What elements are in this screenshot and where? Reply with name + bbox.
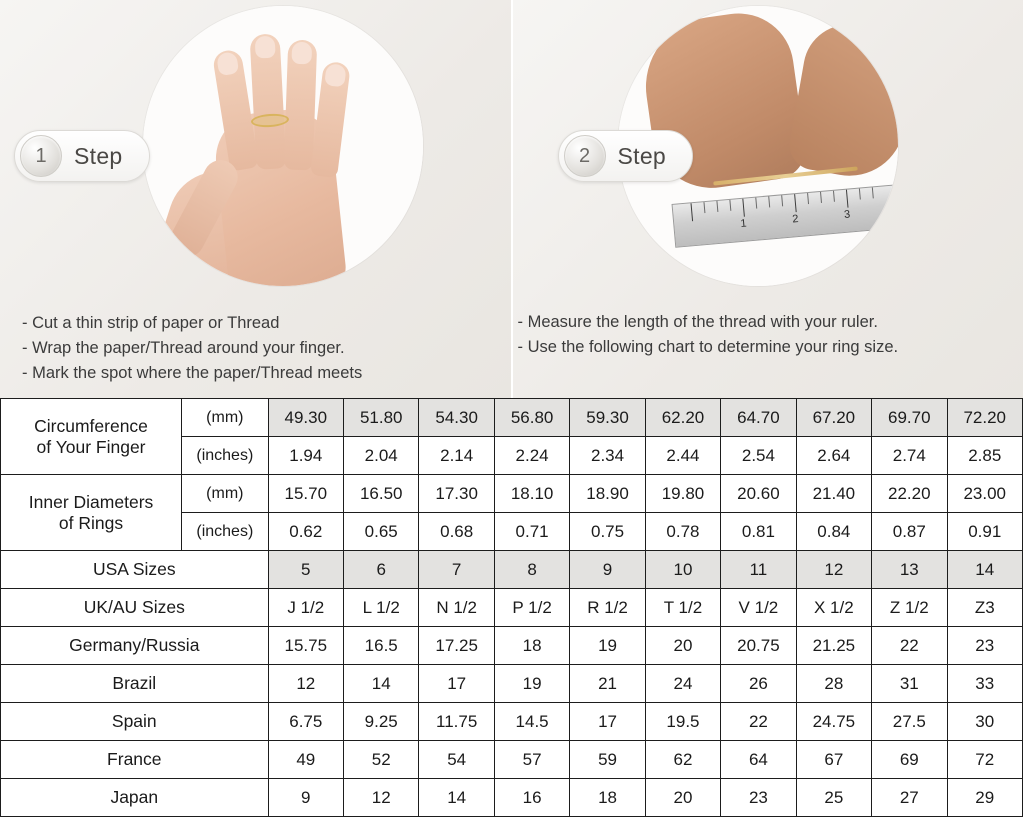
cell: 18.90 (570, 475, 645, 513)
row-label-line: of Rings (58, 512, 124, 533)
row-label-france: France (1, 741, 269, 779)
cell: 16 (494, 779, 569, 817)
cell: 67.20 (796, 399, 871, 437)
cell: 2.14 (419, 437, 494, 475)
hand-shape (785, 18, 897, 185)
cell: 2.34 (570, 437, 645, 475)
row-label-inner-diameter (1, 475, 182, 551)
table-row (1, 665, 1023, 703)
cell: 12 (796, 551, 871, 589)
row-label-line: Circumference (34, 415, 148, 436)
cell: 20.60 (721, 475, 796, 513)
ruler-mark: 3 (843, 208, 851, 221)
cell: 26 (721, 665, 796, 703)
cell: 20 (645, 627, 720, 665)
cell: T 1/2 (645, 589, 720, 627)
cell: 0.81 (721, 513, 796, 551)
cell: 21 (570, 665, 645, 703)
cell: 9 (268, 779, 343, 817)
cell: 19.80 (645, 475, 720, 513)
cell: 69 (872, 741, 947, 779)
cell: 25 (796, 779, 871, 817)
cell: 21.40 (796, 475, 871, 513)
unit-inches: (inches) (182, 513, 269, 551)
cell: 23 (721, 779, 796, 817)
cell: 2.04 (344, 437, 419, 475)
cell: 17 (419, 665, 494, 703)
cell: 24.75 (796, 703, 871, 741)
cell: 19.5 (645, 703, 720, 741)
cell: 14 (419, 779, 494, 817)
cell: 0.84 (796, 513, 871, 551)
ruler-shape (671, 184, 897, 248)
cell: 0.71 (494, 513, 569, 551)
cell: 0.68 (419, 513, 494, 551)
cell: 23.00 (947, 475, 1023, 513)
instruction-line: - Mark the spot where the paper/Thread meets (22, 364, 363, 382)
row-label-brazil: Brazil (1, 665, 269, 703)
cell: 12 (344, 779, 419, 817)
cell: 0.91 (947, 513, 1023, 551)
cell: 52 (344, 741, 419, 779)
cell: 62 (645, 741, 720, 779)
finger-shape (249, 33, 286, 169)
unit-mm: (mm) (182, 399, 269, 437)
cell: 64 (721, 741, 796, 779)
cell: 19 (494, 665, 569, 703)
row-label-japan: Japan (1, 779, 269, 817)
steps-section (0, 0, 1023, 398)
cell: 57 (494, 741, 569, 779)
cell: 72.20 (947, 399, 1023, 437)
cell: 19 (570, 627, 645, 665)
cell: 54.30 (419, 399, 494, 437)
cell: 2.74 (872, 437, 947, 475)
cell: 16.5 (344, 627, 419, 665)
cell: 8 (494, 551, 569, 589)
instruction-line: - Cut a thin strip of paper or Thread (22, 314, 280, 332)
cell: N 1/2 (419, 589, 494, 627)
cell: 16.50 (344, 475, 419, 513)
cell: Z 1/2 (872, 589, 947, 627)
cell: 33 (947, 665, 1023, 703)
cell: 14 (947, 551, 1023, 589)
cell: 17.25 (419, 627, 494, 665)
step-badge-1 (14, 130, 150, 182)
cell: 2.44 (645, 437, 720, 475)
cell: 49 (268, 741, 343, 779)
cell: 0.75 (570, 513, 645, 551)
cell: 64.70 (721, 399, 796, 437)
hand-with-ring-photo (143, 6, 423, 286)
step-panel-2 (513, 0, 1023, 398)
cell: 13 (872, 551, 947, 589)
cell: 14.5 (494, 703, 569, 741)
ruler-mark: 1 (739, 217, 747, 231)
cell: 54 (419, 741, 494, 779)
table-row (1, 589, 1023, 627)
cell: 18.10 (494, 475, 569, 513)
cell: 22 (721, 703, 796, 741)
cell: 27.5 (872, 703, 947, 741)
step-panel-1 (0, 0, 513, 398)
cell: 2.24 (494, 437, 569, 475)
cell: 23 (947, 627, 1023, 665)
cell: 11 (721, 551, 796, 589)
row-label-line: Inner Diameters (28, 491, 154, 512)
row-label-circumference (1, 399, 182, 475)
cell: 21.25 (796, 627, 871, 665)
row-label-germany-russia: Germany/Russia (1, 627, 269, 665)
cell: 14 (344, 665, 419, 703)
step-number: 1 (20, 135, 62, 177)
unit-mm: (mm) (182, 475, 269, 513)
table-row (1, 741, 1023, 779)
cell: 51.80 (344, 399, 419, 437)
cell: 9.25 (344, 703, 419, 741)
unit-inches: (inches) (182, 437, 269, 475)
table-row (1, 551, 1023, 589)
cell: 24 (645, 665, 720, 703)
cell: 29 (947, 779, 1023, 817)
step-1-instructions (22, 311, 362, 386)
table-row (1, 703, 1023, 741)
instruction-line: - Wrap the paper/Thread around your finger. (22, 339, 345, 357)
cell: 5 (268, 551, 343, 589)
cell: 20.75 (721, 627, 796, 665)
step-2-instructions (518, 310, 899, 360)
cell: 15.75 (268, 627, 343, 665)
cell: 1.94 (268, 437, 343, 475)
instruction-line: - Use the following chart to determine your ring size. (517, 338, 899, 356)
table-row (1, 779, 1023, 817)
cell: 10 (645, 551, 720, 589)
cell: 49.30 (268, 399, 343, 437)
cell: V 1/2 (721, 589, 796, 627)
table-row (1, 399, 1023, 437)
cell: Z3 (947, 589, 1023, 627)
cell: 22.20 (872, 475, 947, 513)
row-label-line: of Your Finger (36, 436, 146, 457)
cell: 28 (796, 665, 871, 703)
step-label: Step (74, 142, 123, 169)
ruler-mark: 2 (791, 212, 799, 226)
row-label-uk-au: UK/AU Sizes (1, 589, 269, 627)
instruction-line: - Measure the length of the thread with your ruler. (517, 313, 878, 331)
cell: 2.54 (721, 437, 796, 475)
cell: 2.85 (947, 437, 1023, 475)
table-row (1, 475, 1023, 513)
cell: 0.62 (268, 513, 343, 551)
cell: P 1/2 (494, 589, 569, 627)
cell: 2.64 (796, 437, 871, 475)
cell: 0.65 (344, 513, 419, 551)
cell: 59.30 (570, 399, 645, 437)
cell: 72 (947, 741, 1023, 779)
cell: 30 (947, 703, 1023, 741)
cell: 18 (494, 627, 569, 665)
row-label-usa: USA Sizes (1, 551, 269, 589)
cell: 6 (344, 551, 419, 589)
cell: 17 (570, 703, 645, 741)
cell: 22 (872, 627, 947, 665)
cell: 67 (796, 741, 871, 779)
step-label: Step (617, 142, 667, 169)
cell: J 1/2 (268, 589, 343, 627)
cell: R 1/2 (570, 589, 645, 627)
step-badge-2 (558, 130, 694, 182)
cell: 62.20 (645, 399, 720, 437)
cell: L 1/2 (344, 589, 419, 627)
cell: 9 (570, 551, 645, 589)
cell: 18 (570, 779, 645, 817)
row-label-spain: Spain (1, 703, 269, 741)
cell: 56.80 (494, 399, 569, 437)
step-number: 2 (564, 135, 606, 177)
cell: 20 (645, 779, 720, 817)
cell: 7 (419, 551, 494, 589)
cell: 11.75 (419, 703, 494, 741)
cell: 59 (570, 741, 645, 779)
ring-size-table (0, 398, 1023, 817)
cell: 27 (872, 779, 947, 817)
cell: 15.70 (268, 475, 343, 513)
cell: 6.75 (268, 703, 343, 741)
cell: 31 (872, 665, 947, 703)
table-row (1, 627, 1023, 665)
cell: 0.78 (645, 513, 720, 551)
cell: 69.70 (872, 399, 947, 437)
cell: 12 (268, 665, 343, 703)
cell: X 1/2 (796, 589, 871, 627)
cell: 17.30 (419, 475, 494, 513)
cell: 0.87 (872, 513, 947, 551)
finger-shape (310, 61, 351, 178)
